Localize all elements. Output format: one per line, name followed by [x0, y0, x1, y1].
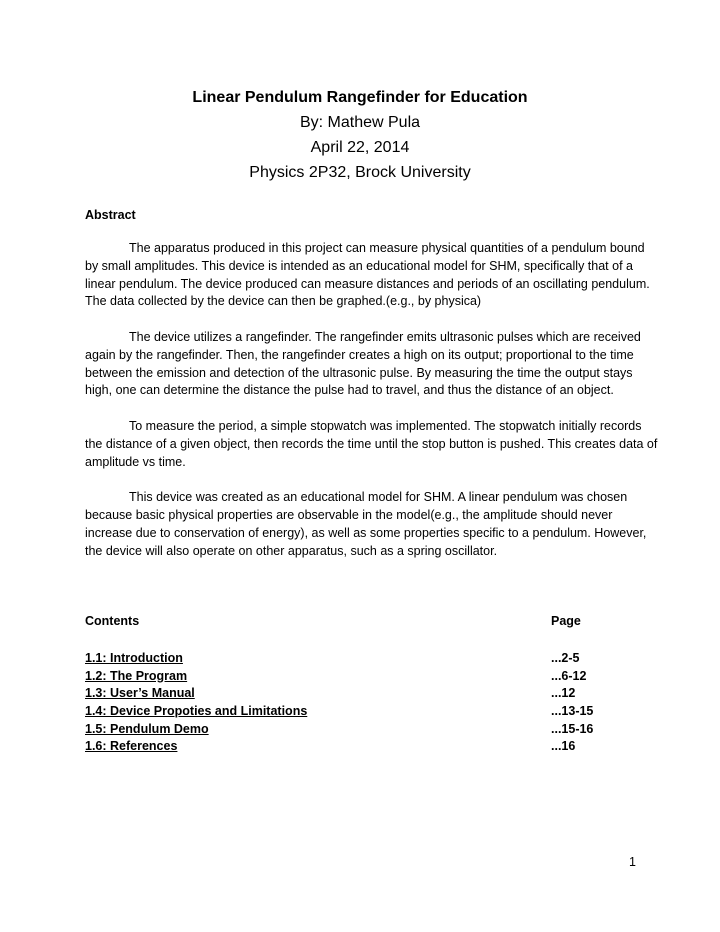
abstract-heading: Abstract	[85, 208, 136, 222]
page-column-heading: Page	[551, 614, 581, 628]
contents-header	[85, 614, 625, 628]
toc-entry-device-properties	[85, 703, 625, 721]
abstract-paragraph: This device was created as an educational model for SHM. A linear pendulum was chosen because basic physical properties are observable in the model(e.g., the amplitude should never increase due to conservation of energy), as well as some properties specific to a pendulum. However, the device will also operate on other apparatus, such as a spring oscillator.	[85, 490, 647, 558]
toc-link[interactable]: 1.5: Pendulum Demo	[85, 721, 209, 736]
title-block	[0, 86, 720, 185]
toc-page-range: ...16	[551, 739, 576, 754]
course-line: Physics 2P32, Brock University	[249, 164, 471, 181]
abstract-paragraph: To measure the period, a simple stopwatch was implemented. The stopwatch initially records the distance of a given object, then records the time until the stop button is pushed. This creates data of amplitude vs time.	[85, 418, 658, 469]
toc-page-range: ...2-5	[551, 651, 580, 665]
author-line: By: Mathew Pula	[299, 114, 421, 131]
toc-entry-program	[85, 668, 625, 686]
abstract-paragraph: The device utilizes a rangefinder. The rangefinder emits ultrasonic pulses which are received again by the rangefinder. Then, the rangefinder creates a high on its output; proportional to the time between the emission and detection of the ultrasonic pulse. By measuring the time the output stays high, one can determine the distance the pulse had to travel, and thus the distance of an object.	[85, 329, 641, 398]
toc-link[interactable]: 1.4: Device Propoties and Limitations	[85, 704, 308, 719]
toc-page-range: ...15-16	[551, 721, 594, 736]
table-of-contents	[85, 650, 625, 756]
toc-link[interactable]: 1.1: Introduction	[85, 651, 183, 665]
toc-entry-references	[85, 738, 625, 756]
document-title: Linear Pendulum Rangefinder for Education	[192, 89, 528, 106]
date-line: April 22, 2014	[310, 139, 410, 156]
abstract-body	[85, 240, 660, 578]
page-number: 1	[629, 855, 636, 869]
toc-entry-introduction	[85, 650, 625, 668]
toc-link[interactable]: 1.2: The Program	[85, 668, 188, 683]
toc-entry-users-manual	[85, 685, 625, 703]
toc-page-range: ...13-15	[551, 704, 594, 719]
toc-page-range: ...6-12	[551, 668, 587, 683]
toc-link[interactable]: 1.3: User’s Manual	[85, 686, 195, 701]
toc-link[interactable]: 1.6: References	[85, 739, 178, 754]
contents-heading: Contents	[85, 614, 140, 628]
toc-page-range: ...12	[551, 686, 576, 701]
abstract-paragraph: The apparatus produced in this project can measure physical quantities of a pendulum bound by small amplitudes. This device is intended as an educational model for SHM, specifically that of a linear pendulum. The device produced can measure distances and periods of an oscillating pendulum. The data collected by the device can then be graphed.(e.g., by physica)	[85, 241, 650, 309]
toc-entry-pendulum-demo	[85, 721, 625, 739]
